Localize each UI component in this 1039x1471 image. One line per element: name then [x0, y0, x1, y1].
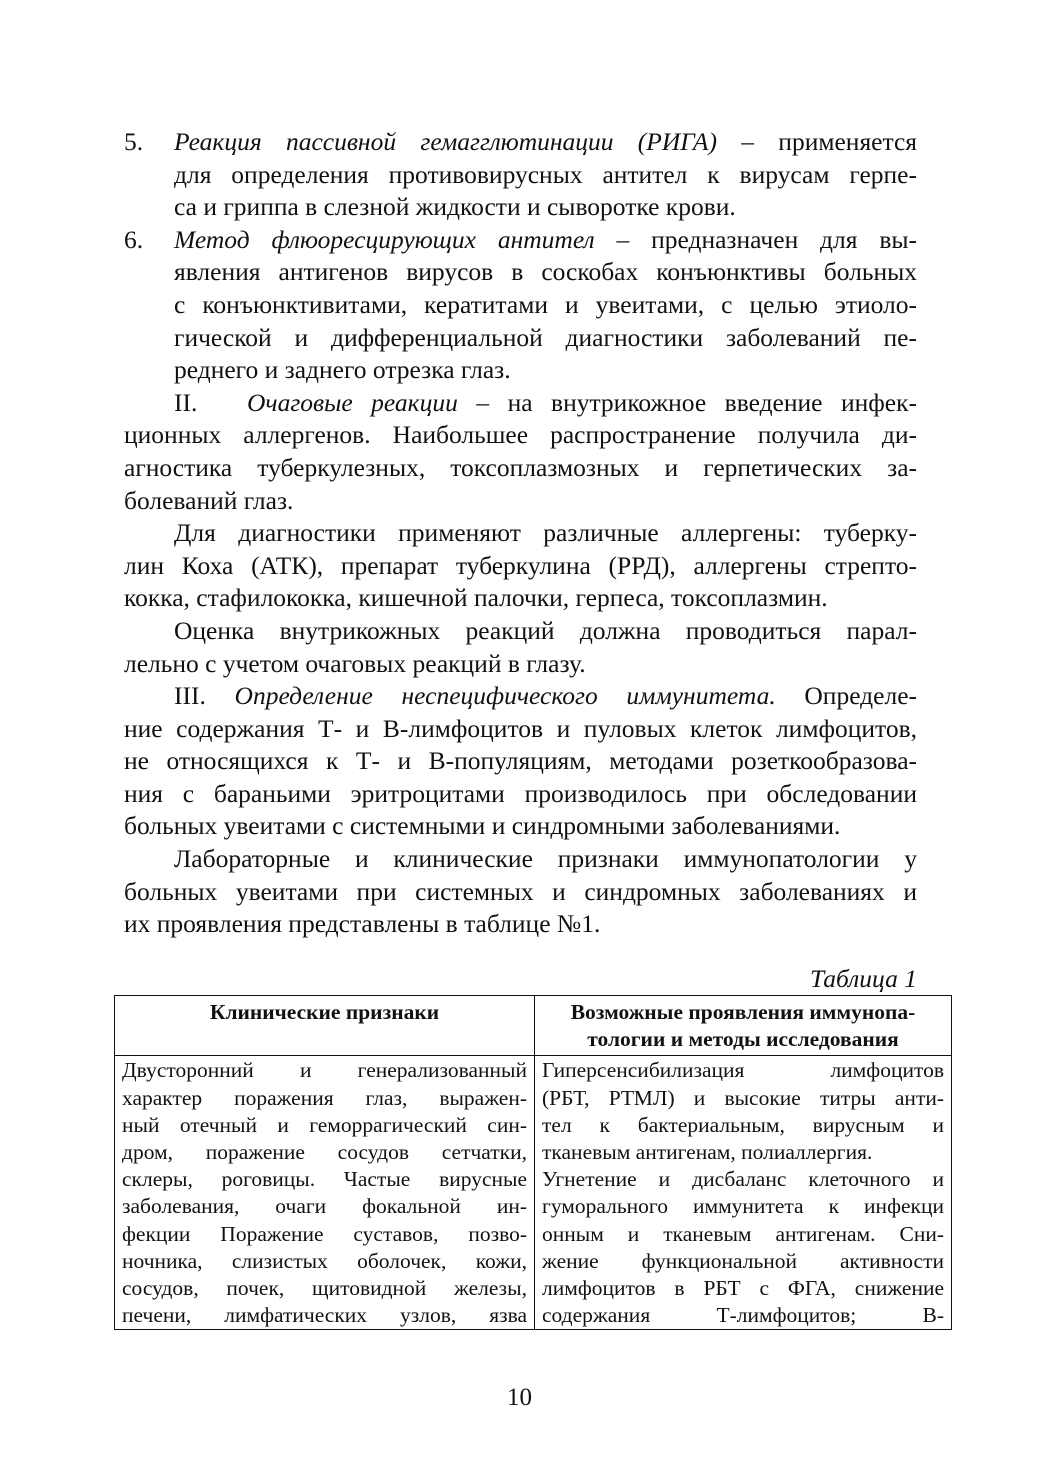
table-caption: Таблица 1 [809, 964, 917, 993]
term: Реакция пассивной гемагглютинации (РИГА) [174, 127, 717, 156]
section-2-line: ционных аллергенов. Наибольшее распространение получила ди- [124, 420, 917, 450]
list-item-6-line: гической и дифференциальной диагностики заболеваний пе- [174, 322, 917, 352]
table-header-clinical-signs: Клинические признаки [115, 996, 535, 1056]
section-3-line: не относящихся к Т- и В-популяциям, методами розеткообразова- [124, 746, 917, 776]
table-cell-clinical-signs: Двусторонний и генерализованный характер поражения глаз, выражен- ный отечный и геморрагический син- дром, поражение сосудов сетчатки, склеры, роговицы. Частые вирусные заболевания, очаги фокальной ин- фекции Поражение суставов, позво- ночника, слизистых оболочек, кожи, сосудов, почек, щитовидной железы, печени, лимфатических узлов, язва [115, 1056, 535, 1330]
section-3-line: ние содержания Т- и В-лимфоцитов и пуловых клеток лимфоцитов, [124, 713, 917, 743]
table-header-manifestations: Возможные проявления иммунопа- тологии и методы исследования [535, 996, 952, 1056]
paragraph-line: лельно с учетом очаговых реакций в глазу. [124, 648, 586, 678]
list-item-5-line: са и гриппа в слезной жидкости и сыворотке крови. [174, 192, 736, 222]
paragraph-line: Оценка внутрикожных реакций должна проводиться парал- [174, 615, 917, 645]
paragraph-line: больных увеитами при системных и синдромных заболеваниях и [124, 876, 917, 906]
body-text [124, 126, 917, 941]
section-number: III. [174, 681, 206, 711]
list-item-6-line: 6. Метод флюоресцирующих антител – предназначен для вы- [124, 224, 917, 257]
table-row [115, 1056, 952, 1330]
list-item-6-line: явления антигенов вирусов в соскобах конъюнктивы больных [174, 257, 917, 287]
section-number: II. [174, 387, 198, 417]
paragraph-line: Для диагностики применяют различные аллергены: туберку- [174, 518, 917, 548]
paragraph-line: их проявления представлены в таблице №1. [124, 909, 601, 939]
list-item-5-line: 5. Реакция пассивной гемагглютинации (РИГА) – применяется [124, 126, 917, 159]
paragraph-line: лин Коха (АТК), препарат туберкулина (РРД), аллергены стрепто- [124, 550, 917, 580]
term: Очаговые реакции [247, 387, 458, 417]
list-item-6-line: реднего и заднего отрезка глаз. [174, 355, 511, 385]
list-number: 6. [124, 224, 144, 254]
paragraph-line: Лабораторные и клинические признаки иммунопатологии у [174, 844, 917, 874]
list-number: 5. [124, 127, 144, 156]
section-3-line: ния с бараньими эритроцитами производилось при обследовании [124, 778, 917, 808]
table-header-row [115, 996, 952, 1056]
section-2-line: агностика туберкулезных, токсоплазмозных и герпетических за- [124, 452, 917, 482]
page-number: 10 [507, 1384, 532, 1411]
paragraph-line: кокка, стафилококка, кишечной палочки, герпеса, токсоплазмин. [124, 583, 828, 613]
list-item-5-line: для определения противовирусных антител к вирусам герпе- [174, 159, 917, 189]
term: Определение неспецифического иммунитета. [234, 681, 776, 711]
section-3-line: III. Определение неспецифического иммунитета. Определе- [174, 681, 918, 711]
section-2-line: болеваний глаз. [124, 485, 294, 515]
section-3-line: больных увеитами с системными и синдромными заболеваниями. [124, 811, 841, 841]
term: Метод флюоресцирующих антител [174, 224, 595, 254]
table-cell-manifestations: Гиперсенсибилизация лимфоцитов (РБТ, РТМЛ) и высокие титры анти- тел к бактериальным, вирусным и тканевым антигенам, полиаллергия. Угнетение и дисбаланс клеточного и гуморального иммунитета к инфекци онным и тканевым антигенам. Сни- жение функциональной активности лимфоцитов в РБТ с ФГА, снижение содержания Т-лимфоцитов; В- [535, 1056, 952, 1330]
clinical-signs-table [114, 995, 952, 1330]
list-item-6-line: с конъюнктивитами, кератитами и увеитами, с целью этиоло- [174, 289, 917, 319]
section-2-line: II. Очаговые реакции – на внутрикожное введение инфек- [124, 387, 917, 420]
